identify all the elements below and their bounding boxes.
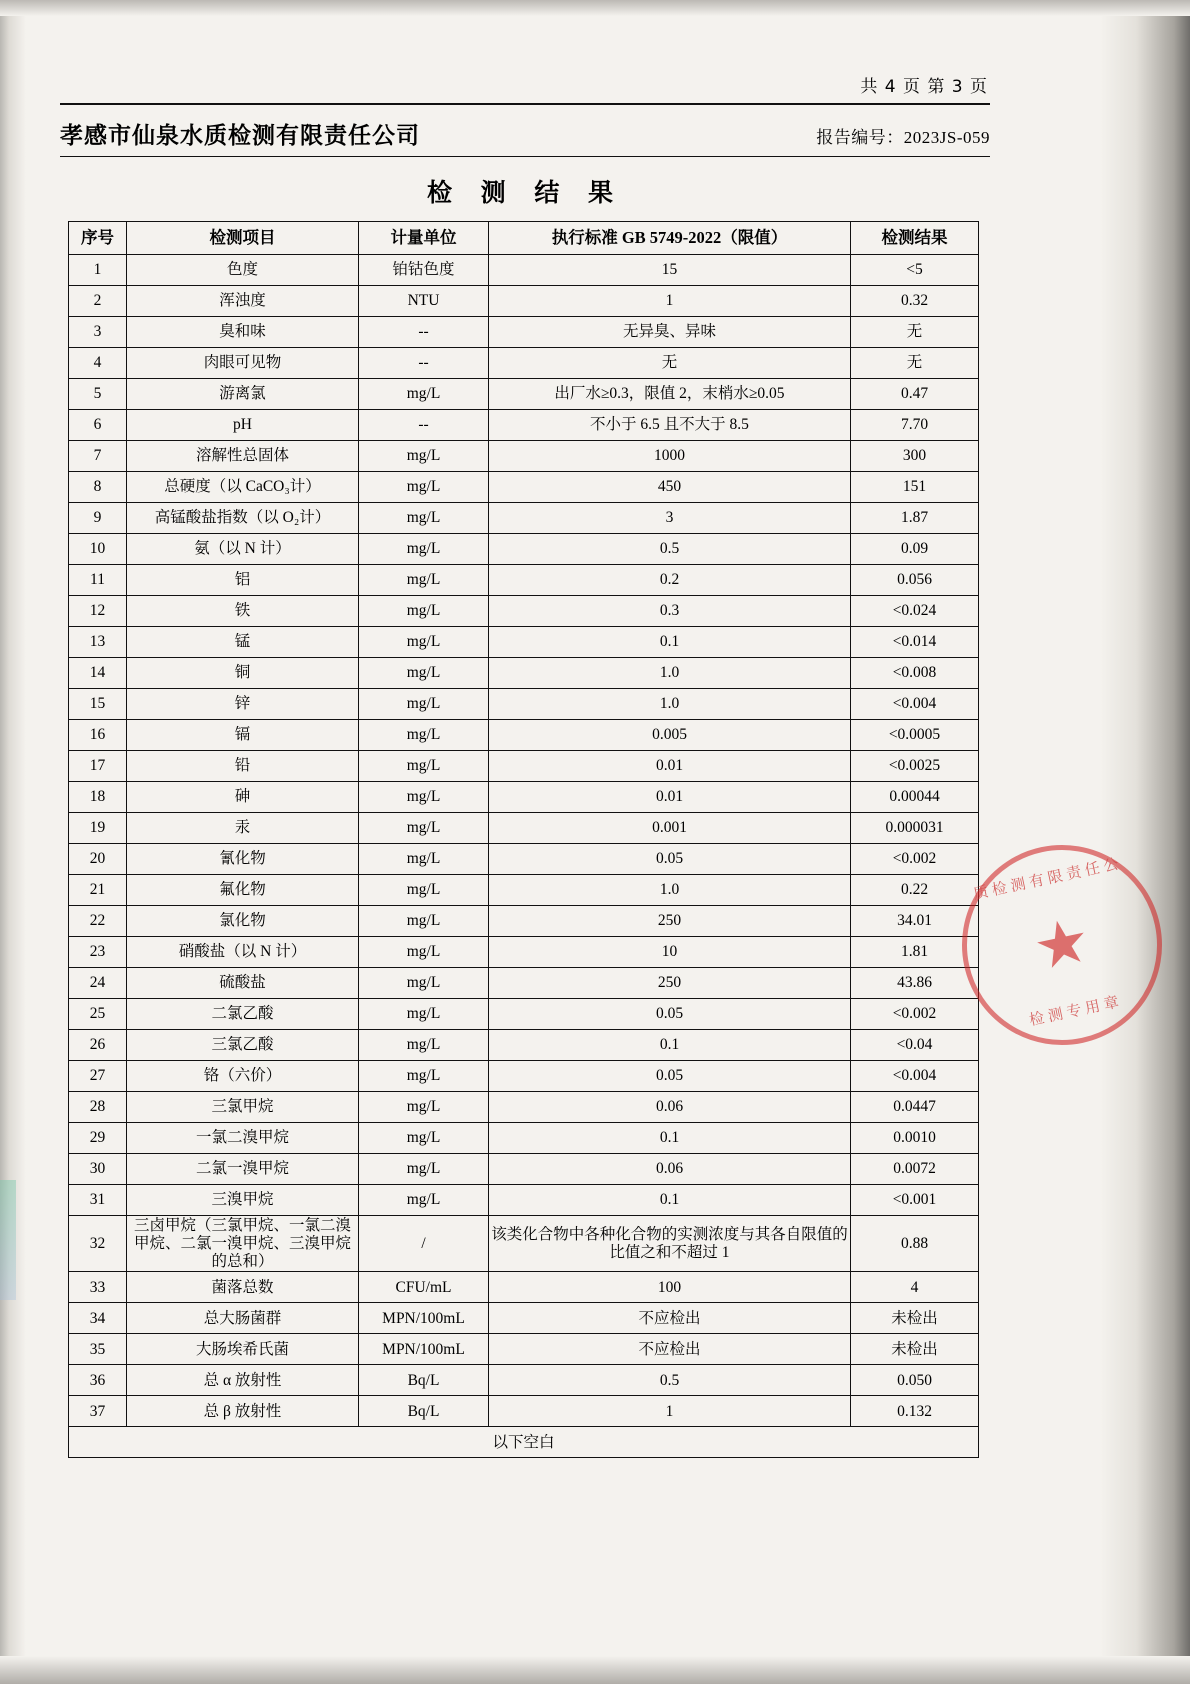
cell-no: 6 — [69, 410, 127, 441]
cell-result: 1.87 — [851, 503, 979, 534]
cell-unit: mg/L — [359, 1123, 489, 1154]
cell-result: 0.056 — [851, 565, 979, 596]
table-row — [69, 1030, 979, 1061]
cell-result: 无 — [851, 348, 979, 379]
cell-result: 0.88 — [851, 1216, 979, 1272]
cell-no: 24 — [69, 968, 127, 999]
cell-no: 37 — [69, 1396, 127, 1427]
cell-item: 砷 — [127, 782, 359, 813]
cell-result: 0.132 — [851, 1396, 979, 1427]
cell-item: 三氯甲烷 — [127, 1092, 359, 1123]
cell-unit: mg/L — [359, 875, 489, 906]
cell-unit: mg/L — [359, 1030, 489, 1061]
table-row — [69, 658, 979, 689]
cell-unit: mg/L — [359, 720, 489, 751]
cell-item: 大肠埃希氏菌 — [127, 1334, 359, 1365]
table-row — [69, 317, 979, 348]
cell-item: 溶解性总固体 — [127, 441, 359, 472]
cell-unit: MPN/100mL — [359, 1303, 489, 1334]
paper-edge-right — [1100, 0, 1190, 1684]
cell-item: 三溴甲烷 — [127, 1185, 359, 1216]
table-row — [69, 689, 979, 720]
cell-result: <0.0025 — [851, 751, 979, 782]
table-row — [69, 720, 979, 751]
cell-no: 28 — [69, 1092, 127, 1123]
seal-top-text: 质检测有限责任公 — [971, 853, 1125, 904]
cell-no: 12 — [69, 596, 127, 627]
cell-unit: mg/L — [359, 689, 489, 720]
cell-item: 氯化物 — [127, 906, 359, 937]
cell-unit: -- — [359, 317, 489, 348]
cell-result: 0.000031 — [851, 813, 979, 844]
cell-item: 三氯乙酸 — [127, 1030, 359, 1061]
table-row — [69, 1334, 979, 1365]
cell-no: 7 — [69, 441, 127, 472]
cell-result: 300 — [851, 441, 979, 472]
cell-standard: 0.1 — [489, 1030, 851, 1061]
table-row — [69, 1123, 979, 1154]
table-row — [69, 596, 979, 627]
cell-item: 菌落总数 — [127, 1272, 359, 1303]
cell-unit: mg/L — [359, 441, 489, 472]
table-row — [69, 1185, 979, 1216]
cell-item: 锌 — [127, 689, 359, 720]
cell-result: 0.0010 — [851, 1123, 979, 1154]
table-row — [69, 286, 979, 317]
page-title: 检 测 结 果 — [426, 178, 624, 207]
cell-item: 铜 — [127, 658, 359, 689]
table-row — [69, 472, 979, 503]
cell-standard: 出厂水≥0.3，限值 2，末梢水≥0.05 — [489, 379, 851, 410]
cell-item: pH — [127, 410, 359, 441]
cell-item: 镉 — [127, 720, 359, 751]
cell-no: 36 — [69, 1365, 127, 1396]
cell-no: 10 — [69, 534, 127, 565]
footer-note: 以下空白 — [69, 1427, 979, 1458]
cell-standard: 100 — [489, 1272, 851, 1303]
cell-standard: 不小于 6.5 且不大于 8.5 — [489, 410, 851, 441]
cell-no: 16 — [69, 720, 127, 751]
cell-no: 9 — [69, 503, 127, 534]
cell-unit: mg/L — [359, 658, 489, 689]
cell-item: 三卤甲烷（三氯甲烷、一氯二溴甲烷、二氯一溴甲烷、三溴甲烷的总和） — [127, 1216, 359, 1272]
cell-result: <0.0005 — [851, 720, 979, 751]
cell-result: 无 — [851, 317, 979, 348]
cell-item: 一氯二溴甲烷 — [127, 1123, 359, 1154]
cell-standard: 0.3 — [489, 596, 851, 627]
paper-edge-bottom — [0, 1656, 1190, 1684]
table-row — [69, 1365, 979, 1396]
table-row — [69, 627, 979, 658]
cell-result: <0.024 — [851, 596, 979, 627]
cell-no: 31 — [69, 1185, 127, 1216]
cell-item: 肉眼可见物 — [127, 348, 359, 379]
cell-item: 游离氯 — [127, 379, 359, 410]
page-indicator: 共 4 页 第 3 页 — [860, 77, 988, 97]
table-row — [69, 379, 979, 410]
table-row — [69, 937, 979, 968]
cell-standard: 0.01 — [489, 782, 851, 813]
table-row — [69, 1061, 979, 1092]
cell-result: <0.002 — [851, 844, 979, 875]
table-row — [69, 1303, 979, 1334]
report-number — [816, 123, 990, 150]
cell-no: 32 — [69, 1216, 127, 1272]
cell-unit: mg/L — [359, 534, 489, 565]
cell-unit: Bq/L — [359, 1365, 489, 1396]
cell-unit: mg/L — [359, 627, 489, 658]
paper-edge-left — [0, 0, 26, 1684]
cell-item: 铬（六价） — [127, 1061, 359, 1092]
table-row — [69, 999, 979, 1030]
cell-item: 硫酸盐 — [127, 968, 359, 999]
table-row — [69, 503, 979, 534]
cell-standard: 不应检出 — [489, 1303, 851, 1334]
report-number-label: 报告编号： — [816, 128, 904, 148]
cell-unit: mg/L — [359, 379, 489, 410]
cell-standard: 0.05 — [489, 999, 851, 1030]
cell-item: 二氯乙酸 — [127, 999, 359, 1030]
cell-result: 43.86 — [851, 968, 979, 999]
cell-unit: NTU — [359, 286, 489, 317]
table-row — [69, 782, 979, 813]
cell-unit: / — [359, 1216, 489, 1272]
cell-result: 0.050 — [851, 1365, 979, 1396]
cell-no: 5 — [69, 379, 127, 410]
cell-unit: mg/L — [359, 906, 489, 937]
cell-no: 35 — [69, 1334, 127, 1365]
cell-standard: 10 — [489, 937, 851, 968]
cell-standard: 0.001 — [489, 813, 851, 844]
cell-standard: 3 — [489, 503, 851, 534]
table-row — [69, 906, 979, 937]
document-content — [60, 0, 990, 1458]
cell-unit: CFU/mL — [359, 1272, 489, 1303]
cell-result: 7.70 — [851, 410, 979, 441]
table-row — [69, 1272, 979, 1303]
col-header-result: 检测结果 — [851, 222, 979, 255]
cell-item: 铁 — [127, 596, 359, 627]
table-row — [69, 255, 979, 286]
results-table-body — [69, 255, 979, 1427]
cell-standard: 1 — [489, 286, 851, 317]
cell-standard: 无异臭、异味 — [489, 317, 851, 348]
cell-standard: 1.0 — [489, 875, 851, 906]
table-row — [69, 875, 979, 906]
cell-result: <0.001 — [851, 1185, 979, 1216]
cell-standard: 0.5 — [489, 1365, 851, 1396]
cell-unit: mg/L — [359, 1061, 489, 1092]
cell-no: 21 — [69, 875, 127, 906]
cell-result: 0.00044 — [851, 782, 979, 813]
cell-item: 臭和味 — [127, 317, 359, 348]
cell-no: 33 — [69, 1272, 127, 1303]
cell-standard: 该类化合物中各种化合物的实测浓度与其各自限值的比值之和不超过 1 — [489, 1216, 851, 1272]
table-row — [69, 565, 979, 596]
cell-unit: -- — [359, 348, 489, 379]
table-row — [69, 348, 979, 379]
cell-no: 2 — [69, 286, 127, 317]
table-row — [69, 1092, 979, 1123]
seal-star-icon: ★ — [1027, 905, 1097, 985]
cell-unit: mg/L — [359, 1185, 489, 1216]
table-footer-row — [69, 1427, 979, 1458]
cell-unit: mg/L — [359, 999, 489, 1030]
company-name: 孝感市仙泉水质检测有限责任公司 — [60, 123, 420, 149]
cell-standard: 不应检出 — [489, 1334, 851, 1365]
header-rule-top — [60, 103, 990, 105]
cell-standard: 0.1 — [489, 1185, 851, 1216]
cell-unit: mg/L — [359, 565, 489, 596]
cell-standard: 0.1 — [489, 1123, 851, 1154]
cell-result: <5 — [851, 255, 979, 286]
cell-no: 13 — [69, 627, 127, 658]
cell-no: 15 — [69, 689, 127, 720]
table-row — [69, 1216, 979, 1272]
cell-result: 4 — [851, 1272, 979, 1303]
cell-no: 18 — [69, 782, 127, 813]
cell-unit: mg/L — [359, 472, 489, 503]
cell-result: 1.81 — [851, 937, 979, 968]
header-rule-bottom — [60, 156, 990, 157]
cell-no: 3 — [69, 317, 127, 348]
table-row — [69, 968, 979, 999]
cell-unit: mg/L — [359, 503, 489, 534]
cell-unit: MPN/100mL — [359, 1334, 489, 1365]
cell-unit: mg/L — [359, 782, 489, 813]
cell-unit: mg/L — [359, 844, 489, 875]
cell-standard: 无 — [489, 348, 851, 379]
cell-standard: 0.2 — [489, 565, 851, 596]
cell-unit: mg/L — [359, 596, 489, 627]
col-header-item: 检测项目 — [127, 222, 359, 255]
cell-item: 总 β 放射性 — [127, 1396, 359, 1427]
cell-item: 汞 — [127, 813, 359, 844]
cell-item: 浑浊度 — [127, 286, 359, 317]
cell-result: 0.09 — [851, 534, 979, 565]
cell-unit: Bq/L — [359, 1396, 489, 1427]
cell-no: 29 — [69, 1123, 127, 1154]
seal-bottom-text: 检测专用章 — [1027, 991, 1125, 1030]
col-header-standard: 执行标准 GB 5749-2022（限值） — [489, 222, 851, 255]
cell-unit: mg/L — [359, 937, 489, 968]
cell-standard: 0.05 — [489, 844, 851, 875]
cell-unit: 铂钴色度 — [359, 255, 489, 286]
cell-no: 25 — [69, 999, 127, 1030]
cell-unit: -- — [359, 410, 489, 441]
cell-no: 23 — [69, 937, 127, 968]
cell-standard: 1 — [489, 1396, 851, 1427]
cell-no: 26 — [69, 1030, 127, 1061]
table-row — [69, 751, 979, 782]
cell-result: 0.0447 — [851, 1092, 979, 1123]
cell-item: 色度 — [127, 255, 359, 286]
col-header-no: 序号 — [69, 222, 127, 255]
paper-stain — [0, 1180, 16, 1300]
cell-unit: mg/L — [359, 1154, 489, 1185]
cell-item: 锰 — [127, 627, 359, 658]
cell-no: 19 — [69, 813, 127, 844]
cell-no: 17 — [69, 751, 127, 782]
cell-result: <0.004 — [851, 689, 979, 720]
table-row — [69, 441, 979, 472]
cell-no: 14 — [69, 658, 127, 689]
cell-standard: 0.06 — [489, 1154, 851, 1185]
cell-standard: 15 — [489, 255, 851, 286]
cell-standard: 0.5 — [489, 534, 851, 565]
cell-result: 34.01 — [851, 906, 979, 937]
table-row — [69, 1396, 979, 1427]
cell-result: <0.002 — [851, 999, 979, 1030]
cell-result: <0.004 — [851, 1061, 979, 1092]
cell-standard: 0.005 — [489, 720, 851, 751]
cell-item: 硝酸盐（以 N 计） — [127, 937, 359, 968]
cell-result: 151 — [851, 472, 979, 503]
cell-no: 4 — [69, 348, 127, 379]
cell-item: 总硬度（以 CaCO₃计） — [127, 472, 359, 503]
cell-standard: 1000 — [489, 441, 851, 472]
cell-no: 20 — [69, 844, 127, 875]
cell-result: 未检出 — [851, 1303, 979, 1334]
cell-no: 8 — [69, 472, 127, 503]
cell-item: 铝 — [127, 565, 359, 596]
cell-no: 27 — [69, 1061, 127, 1092]
cell-no: 22 — [69, 906, 127, 937]
table-row — [69, 1154, 979, 1185]
cell-standard: 250 — [489, 906, 851, 937]
cell-unit: mg/L — [359, 813, 489, 844]
cell-unit: mg/L — [359, 751, 489, 782]
col-header-unit: 计量单位 — [359, 222, 489, 255]
cell-item: 总大肠菌群 — [127, 1303, 359, 1334]
table-row — [69, 410, 979, 441]
table-row — [69, 844, 979, 875]
cell-unit: mg/L — [359, 1092, 489, 1123]
cell-standard: 0.05 — [489, 1061, 851, 1092]
cell-no: 34 — [69, 1303, 127, 1334]
cell-standard: 1.0 — [489, 658, 851, 689]
cell-standard: 0.1 — [489, 627, 851, 658]
cell-item: 氨（以 N 计） — [127, 534, 359, 565]
cell-result: 0.47 — [851, 379, 979, 410]
cell-result: 0.0072 — [851, 1154, 979, 1185]
cell-no: 1 — [69, 255, 127, 286]
results-table — [68, 221, 979, 1458]
cell-unit: mg/L — [359, 968, 489, 999]
header-row — [60, 117, 990, 150]
cell-item: 高锰酸盐指数（以 O₂计） — [127, 503, 359, 534]
cell-item: 氰化物 — [127, 844, 359, 875]
cell-result: 未检出 — [851, 1334, 979, 1365]
cell-result: <0.04 — [851, 1030, 979, 1061]
cell-result: 0.32 — [851, 286, 979, 317]
table-row — [69, 534, 979, 565]
table-row — [69, 813, 979, 844]
report-number-value: 2023JS-059 — [903, 128, 990, 147]
cell-no: 30 — [69, 1154, 127, 1185]
cell-standard: 0.01 — [489, 751, 851, 782]
cell-no: 11 — [69, 565, 127, 596]
cell-standard: 1.0 — [489, 689, 851, 720]
cell-standard: 250 — [489, 968, 851, 999]
cell-item: 二氯一溴甲烷 — [127, 1154, 359, 1185]
cell-item: 铅 — [127, 751, 359, 782]
cell-item: 氟化物 — [127, 875, 359, 906]
cell-standard: 450 — [489, 472, 851, 503]
cell-result: <0.014 — [851, 627, 979, 658]
table-header-row — [69, 222, 979, 255]
cell-result: 0.22 — [851, 875, 979, 906]
cell-result: <0.008 — [851, 658, 979, 689]
cell-item: 总 α 放射性 — [127, 1365, 359, 1396]
cell-standard: 0.06 — [489, 1092, 851, 1123]
